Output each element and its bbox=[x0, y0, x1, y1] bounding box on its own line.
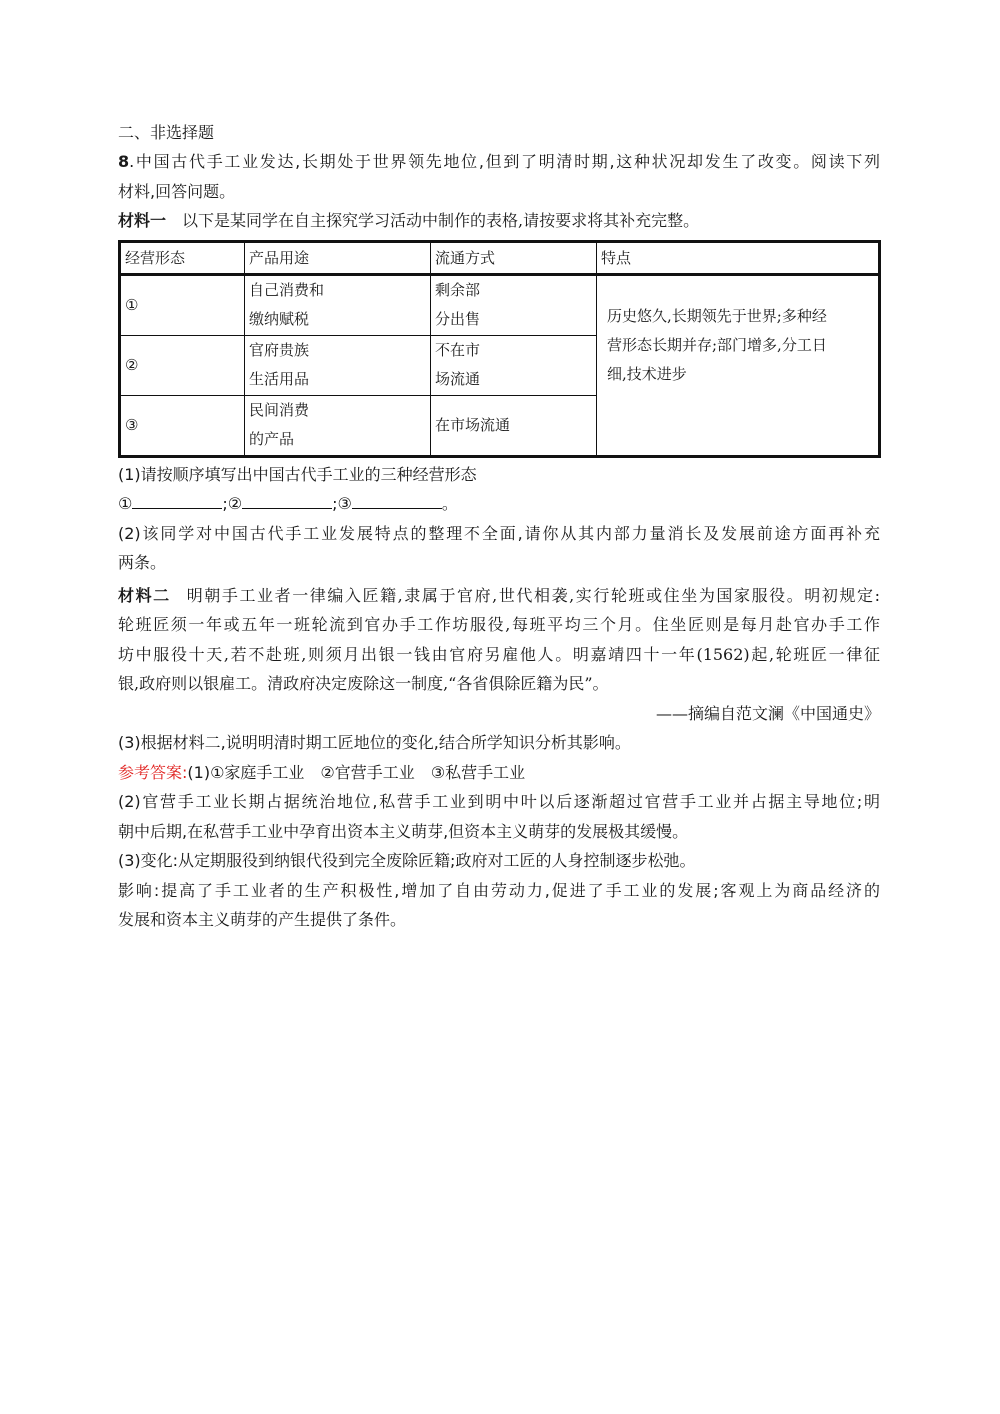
q2-line2: 两条。 bbox=[118, 553, 167, 572]
cell-circulation: 不在市 场流通 bbox=[431, 335, 597, 395]
answer-blank-1[interactable] bbox=[132, 490, 222, 509]
answer-a4-line1: 影响:提高了手工业者的生产积极性,增加了自由劳动力,促进了手工业的发展;客观上为商品经济的 bbox=[118, 880, 880, 900]
col-header-features: 特点 bbox=[597, 241, 880, 274]
table-row bbox=[120, 274, 880, 335]
cell-use: 官府贵族 生活用品 bbox=[245, 335, 431, 395]
question-stem-line1: 8.中国古代手工业发达,长期处于世界领先地位,但到了明清时期,这种状况却发生了改变。阅读下列 bbox=[118, 152, 880, 171]
answer-line1: 参考答案:(1)①家庭手工业 ②官营手工业 ③私营手工业 bbox=[118, 762, 526, 782]
col-header-circulation: 流通方式 bbox=[431, 241, 597, 274]
cell-form: ① bbox=[120, 274, 245, 335]
question-number: 8 bbox=[118, 152, 130, 171]
cell-form: ② bbox=[120, 335, 245, 395]
cell-use: 民间消费 的产品 bbox=[245, 395, 431, 456]
cell-form: ③ bbox=[120, 395, 245, 456]
q1-prompt: (1)请按顺序填写出中国古代手工业的三种经营形态 bbox=[118, 464, 477, 484]
cell-features: 历史悠久,长期领先于世界;多种经 营形态长期并存;部门增多,分工日 细,技术进步 bbox=[597, 274, 880, 456]
cell-circulation: 剩余部 分出售 bbox=[431, 274, 597, 335]
col-header-use: 产品用途 bbox=[245, 241, 431, 274]
material1-label: 材料一 bbox=[118, 211, 167, 230]
q3-prompt: (3)根据材料二,说明明清时期工匠地位的变化,结合所学知识分析其影响。 bbox=[118, 733, 631, 752]
answer-label: 参考答案: bbox=[118, 762, 188, 782]
answer-a2-line2: 朝中后期,在私营手工业中孕育出资本主义萌芽,但资本主义萌芽的发展极其缓慢。 bbox=[118, 821, 689, 841]
material2-line3: 坊中服役十天,若不赴班,则须月出银一钱由官府另雇他人。明嘉靖四十一年(1562)起,轮班匠一律征 bbox=[118, 644, 880, 664]
answer-a2-line1: (2)官营手工业长期占据统治地位,私营手工业到明中叶以后逐渐超过官营手工业并占据主导地位;明 bbox=[118, 792, 880, 811]
col-header-form: 经营形态 bbox=[120, 241, 245, 274]
question-stem-line2: 材料,回答问题。 bbox=[118, 181, 236, 201]
cell-circulation: 在市场流通 bbox=[431, 395, 597, 456]
section-title: 二、非选择题 bbox=[118, 123, 215, 142]
answer-blank-2[interactable] bbox=[242, 490, 332, 509]
cell-use: 自己消费和 缴纳赋税 bbox=[245, 274, 431, 335]
material2-line2: 轮班匠须一年或五年一班轮流到官办手工作坊服役,每班平均三个月。住坐匠则是每月赴官办手工作 bbox=[118, 615, 880, 634]
answer-a4-line2: 发展和资本主义萌芽的产生提供了条件。 bbox=[118, 910, 407, 929]
material2-line4: 银,政府则以银雇工。清政府决定废除这一制度,“各省俱除匠籍为民”。 bbox=[118, 674, 609, 693]
material2-source: ——摘编自范文澜《中国通史》 bbox=[655, 703, 880, 723]
q2-line1: (2)该同学对中国古代手工业发展特点的整理不全面,请你从其内部力量消长及发展前途方面再补充 bbox=[118, 523, 880, 543]
handicraft-table bbox=[118, 240, 881, 458]
answer-a3: (3)变化:从定期服役到纳银代役到完全废除匠籍;政府对工匠的人身控制逐步松弛。 bbox=[118, 851, 696, 870]
document-page bbox=[118, 118, 880, 935]
material1-intro: 材料一 以下是某同学在自主探究学习活动中制作的表格,请按要求将其补充完整。 bbox=[118, 211, 700, 230]
material2-label: 材料二 bbox=[118, 585, 171, 605]
table-header-row bbox=[120, 241, 880, 274]
material2-line1: 材料二 明朝手工业者一律编入匠籍,隶属于官府,世代相袭,实行轮班或住坐为国家服役。明初规定: bbox=[118, 585, 880, 605]
answer-blank-3[interactable] bbox=[352, 490, 442, 509]
q1-blanks: ① ;② ;③ 。 bbox=[118, 489, 880, 519]
